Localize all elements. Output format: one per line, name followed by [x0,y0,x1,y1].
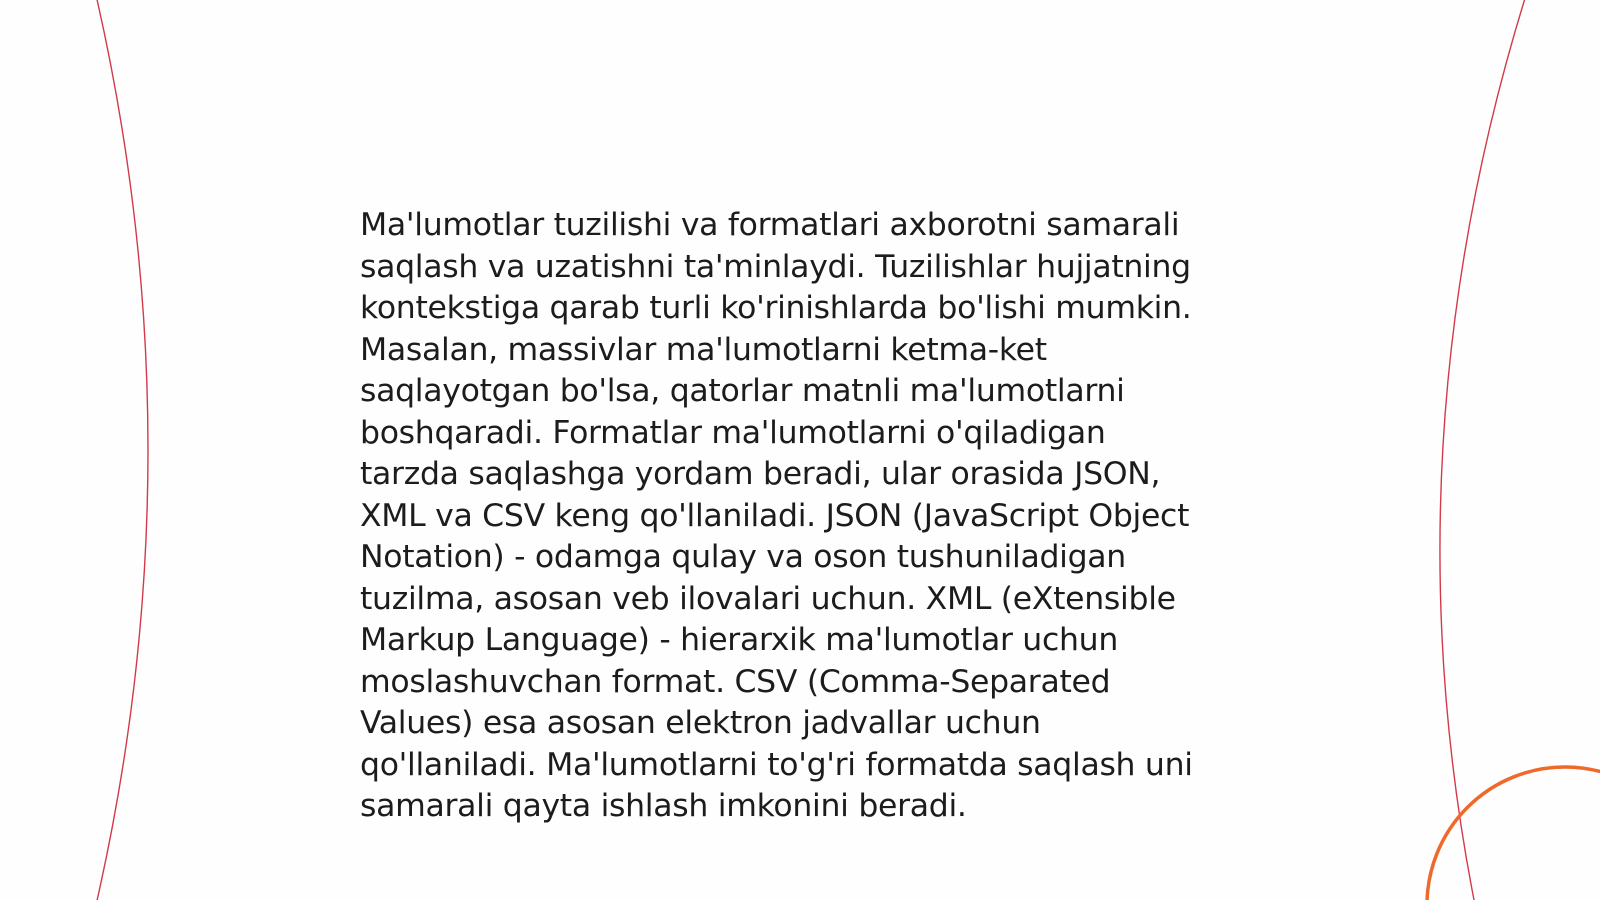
text-line: Markup Language) - hierarxik ma'lumotlar uchun [360,622,1118,658]
text-line: Ma'lumotlar tuzilishi va formatlari axborotni samarali [360,207,1180,243]
text-line: kontekstiga qarab turli ko'rinishlarda bo'lishi mumkin. [360,290,1192,326]
text-line: saqlash va uzatishni ta'minlaydi. Tuzilishlar hujjatning [360,248,1191,285]
text-line: boshqaradi. Formatlar ma'lumotlarni o'qiladigan [360,414,1106,451]
slide-body-text [360,205,1260,828]
text-line: qo'llaniladi. Ma'lumotlarni to'g'ri formatda saqlash uni [360,746,1193,783]
text-line: tarzda saqlashga yordam beradi, ular orasida JSON, [360,456,1161,492]
orange-accent-arc [1427,767,1600,900]
text-line: samarali qayta ishlash imkonini beradi. [360,788,967,824]
right-decorative-curve [1440,0,1526,900]
text-line: moslashuvchan format. CSV (Comma-Separated [360,663,1111,700]
text-line: tuzilma, asosan veb ilovalari uchun. XML (eXtensible [360,580,1176,617]
text-line: Values) esa asosan elektron jadvallar uchun [360,705,1041,741]
text-line: Notation) - odamga qulay va oson tushuniladigan [360,539,1126,575]
text-line: Masalan, massivlar ma'lumotlarni ketma-ket [360,331,1047,368]
text-line: XML va CSV keng qo'llaniladi. JSON (JavaScript Object [360,497,1190,534]
left-decorative-curve [96,0,148,900]
text-line: saqlayotgan bo'lsa, qatorlar matnli ma'lumotlarni [360,373,1125,409]
